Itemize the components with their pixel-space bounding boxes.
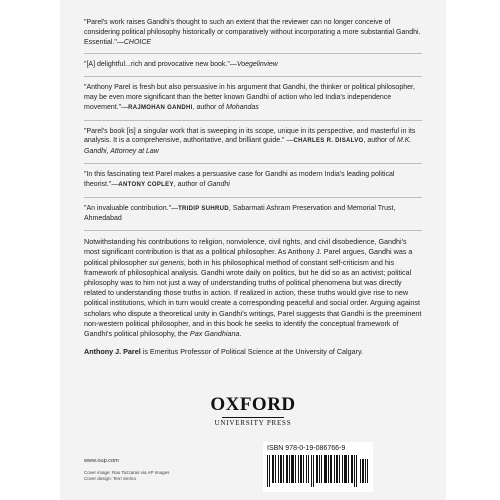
blurb-choice: "Parel's work raises Gandhi's thought to such an extent that the reviewer can no longer conceive of considering political philosophy historically or comparatively without incorporating a more substantial Gandhi. Essential."—CHOICE [84,18,422,54]
blurb-quote: "Anthony Parel is fresh but also persuasive in his argument that Gandhi, the thinker or political philosopher, may be even more significant than the better known Gandhi of action who led India's independence movement." [84,84,415,111]
blurb-quote: "Parel's work raises Gandhi's thought to such an extent that the reviewer can no longer conceive of considering political philosophy historically or comparatively without incorporating a more substantial Gandhi. Essential." [84,19,421,46]
blurb-source: TRIDIP SUHRUD [178,205,229,212]
blurb-rajmohan-gandhi: "Anthony Parel is fresh but also persuasive in his argument that Gandhi, the thinker or political philosopher, may be even more significant than the better known Gandhi of action who led India's independence movement."—RAJMOHAN GANDHI, author of Mohandas [84,83,422,120]
blurb-work: Mohandas [226,103,259,111]
blurb-quote: "Parel's book [is] a singular work that is sweeping in its scope, unique in its perspective, and masterful in its analysis. It is a comprehensive, authoritative, and brilliant guide." [84,127,416,145]
publisher-logo [84,394,422,427]
blurb-work: M.K. Gandhi, Attorney at Law [84,137,412,156]
blurb-source: CHOICE [123,38,152,46]
author-bio: Anthony J. Parel is Emeritus Professor of Political Science at the University of Calgary. [84,347,364,357]
blurb-voegelinview: "[A] delightful...rich and provocative new book."—Voegelinview [84,60,422,77]
cover-design-credit: Cover design: Terri Serino [84,476,136,481]
cover-content [84,18,422,357]
blurb-work: Gandhi [207,180,230,188]
blurb-disalvo: "Parel's book [is] a singular work that is sweeping in its scope, unique in its perspective, and masterful in its analysis. It is a comprehensive, authoritative, and brilliant guide." —CHARLES R. DISALVO, author of M.K. Gandhi, Attorney at Law [84,127,422,164]
cover-image-credit: Cover image: Rao Tazzaras via AP Images [84,470,170,475]
cover-credits [84,470,169,482]
back-cover [60,0,446,500]
blurb-quote: "[A] delightful...rich and provocative new book." [84,61,230,69]
publisher-url: www.oup.com [84,458,119,464]
publisher-subtitle: UNIVERSITY PRESS [214,418,292,427]
barcode-icon [267,455,369,489]
blurb-source: CHARLES R. DISALVO [293,138,364,145]
isbn-barcode [263,442,373,492]
blurb-source: Voegelinview [236,61,278,69]
blurb-source: RAJMOHAN GANDHI [128,104,193,111]
isbn-label: ISBN 978-0-19-086766-9 [267,445,346,452]
blurb-suhrud: "An invaluable contribution."—TRIDIP SUHRUD, Sabarmati Ashram Preservation and Memorial Trust, Ahmedabad [84,204,422,232]
blurb-quote: "In this fascinating text Parel makes a persuasive case for Gandhi as modern India's leading political theorist." [84,170,395,188]
publisher-name: OXFORD [210,394,296,415]
book-description: Notwithstanding his contributions to religion, nonviolence, civil rights, and civil disobedience, Gandhi's most significant contribution is that as a political philosopher. As Anthony J. Parel argues, Gandhi was a political philosopher sui generis, both in his philosophical method of constant self-criticism and his framework of philosophical analysis. Gandhi wrote daily on politics, but he did so as an activist; political philosophy was to him not just a way of understanding truths of political phenomena but was directly related to understanding those truths in action. If realized in action, these truths would give rise to new political institutions, which in turn would create a corresponding peaceful and social order. Arguing against scholars who dispute a theoretical unity in Gandhi's writings, Parel suggests that Gandhi is the preeminent non-western political philosopher, and in this book he seeks to identify the conceptual framework of Gandhi's political philosophy, the Pax Gandhiana. [84,237,422,338]
blurb-quote: "An invaluable contribution." [84,204,172,212]
logo-rule [222,417,284,418]
blurb-source: ANTONY COPLEY [118,181,174,188]
author-name: Anthony J. Parel [84,347,141,357]
blurb-copley: "In this fascinating text Parel makes a persuasive case for Gandhi as modern India's leading political theorist."—ANTONY COPLEY, author of Gandhi [84,170,422,198]
